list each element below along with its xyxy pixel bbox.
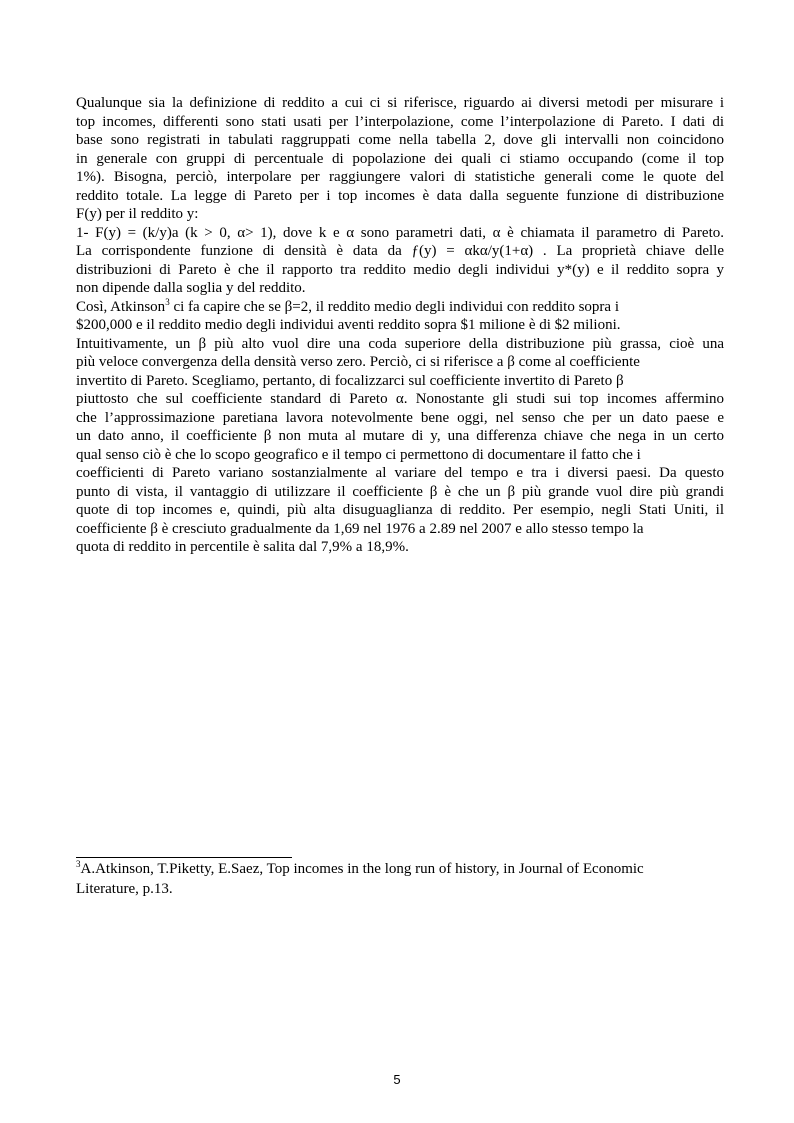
text-line: più veloce convergenza della densità verso zero. Perciò, ci si riferisce a β come al coefficiente [76,354,640,370]
text-line: in generale con gruppi di percentuale di popolazione dei quali ci stiamo occupando (come il top [76,150,724,167]
text-line: $200,000 e il reddito medio degli individui aventi reddito sopra $1 milione è di $2 milioni. [76,317,621,333]
text-line: distribuzioni di Pareto è che il rapporto tra reddito medio degli individui y*(y) e il reddito sopra y [76,261,724,278]
text-line: La corrispondente funzione di densità è data da ƒ(y) = αkα/y(1+α) . La proprietà chiave delle [76,243,724,259]
text-line: qual senso ciò è che lo scopo geografico e il tempo ci permettono di documentare il fatto che i [76,446,641,463]
footnote-reference: 3 [165,296,170,307]
text-line: base sono registrati in tabulati raggruppati come nella tabella 2, dove gli intervalli non coincidono [76,132,724,148]
text-line: invertito di Pareto. Scegliamo, pertanto, di focalizzarci sul coefficiente invertito di Pareto β [76,372,624,389]
text-line: un dato anno, il coefficiente β non muta al mutare di y, una differenza chiave che nega in un certo [76,428,724,444]
page-number: 5 [393,1072,401,1087]
footnote-line [76,859,724,879]
text-line: reddito totale. La legge di Pareto per i top incomes è data dalla seguente funzione di distribuzione [76,187,724,204]
text-line: 1%). Bisogna, perciò, interpolare per raggiungere valori di statistiche generali come le quote del [76,169,724,185]
text-line-atkinson [76,298,724,317]
text-line: coefficiente β è cresciuto gradualmente da 1,69 nel 1976 a 2.89 nel 2007 e allo stesso tempo la [76,520,644,537]
text-line: 1- F(y) = (k/y)a (k > 0, α> 1), dove k e α sono parametri dati, α è chiamata il parametro di Pareto. [76,224,724,241]
text-line: quote di top incomes e, quindi, più alta disuguaglianza di reddito. Per esempio, negli Stati Uniti, il [76,502,724,518]
text-line: F(y) per il reddito y: [76,206,199,222]
text-line: quota di reddito in percentile è salita dal 7,9% a 18,9%. [76,539,409,555]
text-line: Qualunque sia la definizione di reddito a cui ci si riferisce, riguardo ai diversi metodi per misurare i [76,95,724,111]
text-line: non dipende dalla soglia y del reddito. [76,280,306,296]
footnote [76,859,724,899]
text-line: che l’approssimazione paretiana lavora notevolmente bene oggi, nel senso che per un dato paese e [76,409,724,426]
atkinson-text-rest: ci fa capire che se β=2, il reddito medio degli individui con reddito sopra i [169,298,619,315]
text-line: Intuitivamente, un β più alto vuol dire una coda superiore della distribuzione più grassa, cioè una [76,335,724,352]
footnote-line: Literature, p.13. [76,881,173,897]
text-line: top incomes, differenti sono stati usati per l’interpolazione, come l’interpolazione di Pareto. I dati di [76,113,724,130]
footnote-text: A.Atkinson, T.Piketty, E.Saez, Top incomes in the long run of history, in Journal of Economic [80,861,644,877]
footnote-number: 3 [76,859,81,869]
main-text [76,94,724,557]
footnote-separator [76,857,292,858]
text-line: piuttosto che sul coefficiente standard di Pareto α. Nonostante gli studi sui top incomes affermino [76,391,724,407]
text-line: coefficienti di Pareto variano sostanzialmente al variare del tempo e tra i diversi paesi. Da questo [76,465,724,481]
atkinson-text: Così, Atkinson [76,298,166,315]
text-line: punto di vista, il vantaggio di utilizzare il coefficiente β è che un β più grande vuol dire più grandi [76,483,724,500]
